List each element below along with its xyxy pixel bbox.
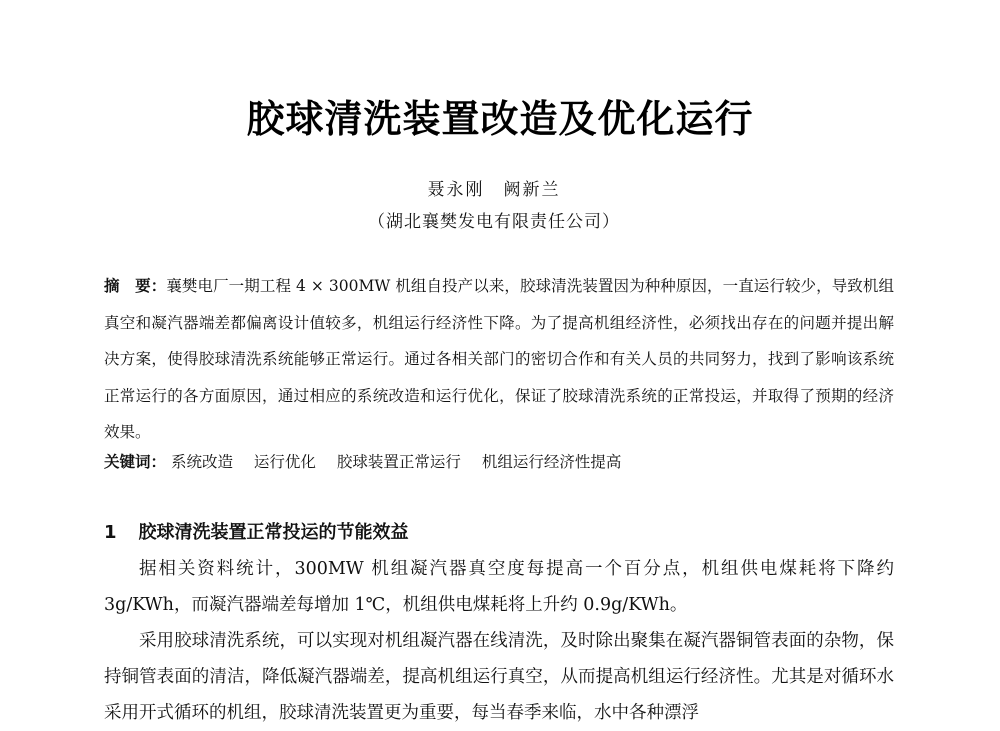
paper-affiliation: （湖北襄樊发电有限责任公司） <box>368 212 620 232</box>
body-paragraph: 采用胶球清洗系统，可以实现对机组凝汽器在线清洗，及时除出聚集在凝汽器铜管表面的杂物，保持铜管表面的清洁，降低凝汽器端差，提高机组运行真空，从而提高机组运行经济性。尤其是对循环水采用开式循环的机组，胶球清洗装置更为重要，每当春季来临，水中各种漂浮 <box>104 631 894 723</box>
section-body <box>104 551 894 731</box>
keyword-item: 机组运行经济性提高 <box>481 453 622 471</box>
abstract <box>104 268 894 451</box>
keyword-item: 运行优化 <box>253 453 316 471</box>
section-heading <box>104 518 409 544</box>
keyword-item: 胶球装置正常运行 <box>336 453 461 471</box>
keywords-label: 关键词： <box>104 453 167 471</box>
section-title: 胶球清洗装置正常投运的节能效益 <box>138 522 409 543</box>
keywords <box>104 447 894 477</box>
keyword-item: 系统改造 <box>170 453 233 471</box>
section-number: 1 <box>104 522 117 543</box>
paper-title: 胶球清洗装置改造及优化运行 <box>246 97 754 141</box>
paper-authors: 聂永刚 阙新兰 <box>427 180 561 200</box>
abstract-label: 摘 要： <box>104 277 167 295</box>
body-paragraph: 据相关资料统计，300MW 机组凝汽器真空度每提高一个百分点，机组供电煤耗将下降约 3g/KWh，而凝汽器端差每增加 1℃，机组供电煤耗将上升约 0.9g/KWh。 <box>104 559 894 615</box>
abstract-text: 襄樊电厂一期工程 4 × 300MW 机组自投产以来，胶球清洗装置因为种种原因，一直运行较少，导致机组真空和凝汽器端差都偏离设计值较多，机组运行经济性下降。为了提高机组经济性，必须找出存在的问题并提出解决方案，使得胶球清洗系统能够正常运行。通过各相关部门的密切合作和有关人员的共同努力，找到了影响该系统正常运行的各方面原因，通过相应的系统改造和运行优化，保证了胶球清洗系统的正常投运，并取得了预期的经济效果。 <box>104 277 894 441</box>
